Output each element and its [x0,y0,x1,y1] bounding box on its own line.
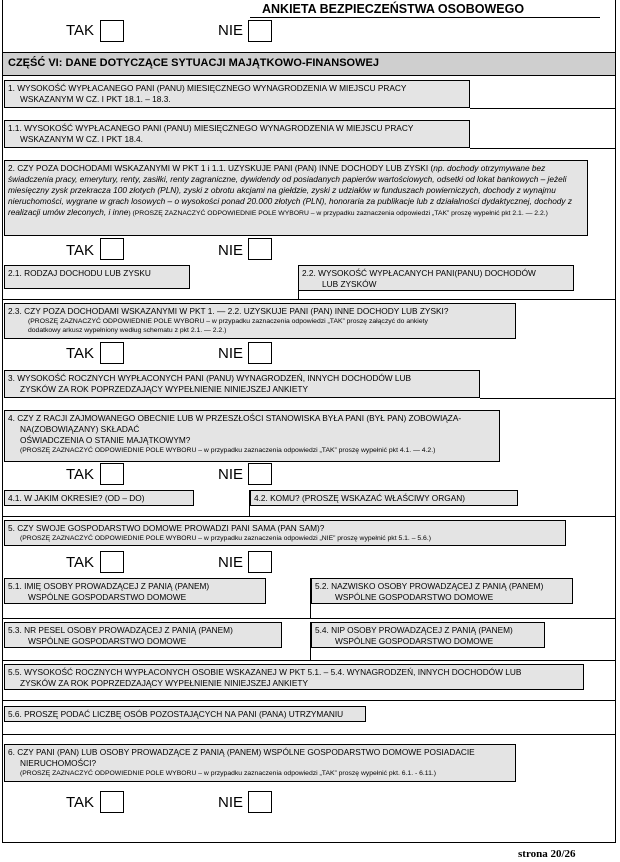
q23-no-label: NIE [218,345,244,362]
q6-yes-checkbox[interactable] [100,791,124,813]
answer-3-line [480,398,616,399]
question-5-6: 5.6. PROSZĘ PODAĆ LICZBĘ OSÓB POZOSTAJĄCYCH NA PANI (PANA) UTRZYMANIU [4,706,366,722]
row-line-4 [2,516,616,517]
question-2: 2. CZY POZA DOCHODAMI WSKAZANYMI W PKT 1 i 1.1. UZYSKUJE PANI (PAN) INNE DOCHODY LUB ZYSKI (np. dochody otrzymywane bez świadczenia pracy, emerytury, renty, zasiłki, renty zagraniczne, dywidendy od posiadanych papierów wartościowych, odsetki od lokat bankowych – jeżeli miesięczny zysk przekracza 100 złotych (PLN), zyski z obrotu akcjami na giełdzie, zyski z udziałów w funduszach powierniczych, dochody z wynajmu nieruchomości, wygrane w grach losowych – o wysokości ponad 20.000 złotych (PLN), honoraria za publikacje lub z działalności dydaktycznej, dochody z realizacji umów zleconych, i inne) (PROSZĘ ZAZNACZYĆ ODPOWIEDNIE POLE WYBORU – w przypadku zaznaczenia odpowiedzi „TAK” proszę wypełnić pkt 2.1. — 2.2.) [4,160,588,236]
row-line-5b [2,660,616,661]
q4-no-label: NIE [218,466,244,483]
q4-no-checkbox[interactable] [248,463,272,485]
q5-yes-label: TAK [66,554,95,571]
question-5-1: 5.1. IMIĘ OSOBY PROWADZĄCEJ Z PANIĄ (PANEM) WSPÓLNE GOSPODARSTWO DOMOWE [4,578,266,604]
top-yes-label: TAK [66,22,95,39]
top-yes-checkbox[interactable] [100,20,124,42]
q23-no-checkbox[interactable] [248,342,272,364]
question-4: 4. CZY Z RACJI ZAJMOWANEGO OBECNIE LUB W PRZESZŁOŚCI STANOWISKA BYŁA PANI (BYŁ PAN) ZOBOWIĄZA- NA(ZOBOWIĄZANY) SKŁADAĆ OŚWIADCZENIA O STANIE MAJĄTKOWYM? (PROSZĘ ZAZNACZYĆ ODPOWIEDNIE POLE WYBORU – w przypadku zaznaczenia odpowiedzi „TAK” proszę wypełnić pkt 4.1. — 4.2.) [4,410,500,462]
q6-yes-label: TAK [66,794,95,811]
q2-yes-label: TAK [66,242,95,259]
row-line-5a [2,618,616,619]
question-5-2: 5.2. NAZWISKO OSOBY PROWADZĄCEJ Z PANIĄ (PANEM) WSPÓLNE GOSPODARSTWO DOMOWE [311,578,573,604]
answer-1-1-line [470,148,616,149]
question-2-3: 2.3. CZY POZA DOCHODAMI WSKAZANYMI W PKT 1. — 2.2. UZYSKUJE PANI (PAN) INNE DOCHODY LUB ZYSKI? (PROSZĘ ZAZNACZYĆ ODPOWIEDNIE POLE WYBORU – w przypadku zaznaczenia odpowiedzi „TAK” proszę załączyć do ankiety dodatkowy arkusz wypełniony według schematu z pkt 2.1. — 2.2.) [4,303,516,339]
row-line-2 [2,299,616,300]
q5-no-checkbox[interactable] [248,551,272,573]
top-no-label: NIE [218,22,244,39]
question-5-5: 5.5. WYSOKOŚĆ ROCZNYCH WYPŁACONYCH OSOBIE WSKAZANEJ W PKT 5.1. – 5.4. WYNAGRODZEŃ, INNYCH DOCHODÓW LUB ZYSKÓW ZA ROK POPRZEDZAJĄCY WYPEŁNIENIE NINIEJSZEJ ANKIETY [4,664,584,690]
question-4-1: 4.1. W JAKIM OKRESIE? (OD – DO) [4,490,194,506]
frame-bottom [2,842,616,843]
question-1-1: 1.1. WYSOKOŚĆ WYPŁACANEGO PANI (PANU) MIESIĘCZNEGO WYNAGRODZENIA W MIEJSCU PRACY WSKAZANYM W CZ. I PKT 18.4. [4,120,470,148]
q6-no-label: NIE [218,794,244,811]
q23-yes-checkbox[interactable] [100,342,124,364]
q2-yes-checkbox[interactable] [100,238,124,260]
q5-no-label: NIE [218,554,244,571]
question-5-4: 5.4. NIP OSOBY PROWADZĄCEJ Z PANIĄ (PANEM) WSPÓLNE GOSPODARSTWO DOMOWE [311,622,545,648]
answer-1-line [470,108,616,109]
q2-no-label: NIE [218,242,244,259]
question-6: 6. CZY PANI (PAN) LUB OSOBY PROWADZĄCE Z PANIĄ (PANEM) WSPÓLNE GOSPODARSTWO DOMOWE POSIADACIE NIERUCHOMOŚCI? (PROSZĘ ZAZNACZYĆ ODPOWIEDNIE POLE WYBORU – w przypadku zaznaczenia odpowiedzi „TAK” proszę wypełnić pkt. 6.1. - 6.11.) [4,744,516,782]
question-5-3: 5.3. NR PESEL OSOBY PROWADZĄCEJ Z PANIĄ (PANEM) WSPÓLNE GOSPODARSTWO DOMOWE [4,622,282,648]
form-title: ANKIETA BEZPIECZEŃSTWA OSOBOWEGO [262,2,525,16]
question-2-1: 2.1. RODZAJ DOCHODU LUB ZYSKU [4,265,190,289]
row-line-5c [2,700,616,701]
page-number: strona 20/26 [518,848,576,860]
q2-no-checkbox[interactable] [248,238,272,260]
question-4-2: 4.2. KOMU? (PROSZĘ WSKAZAĆ WŁAŚCIWY ORGAN) [250,490,518,506]
question-1: 1. WYSOKOŚĆ WYPŁACANEGO PANI (PANU) MIESIĘCZNEGO WYNAGRODZENIA W MIEJSCU PRACY WSKAZANYM W CZ. I PKT 18.1. – 18.3. [4,80,470,108]
question-3: 3. WYSOKOŚĆ ROCZNYCH WYPŁACONYCH PANI (PANU) WYNAGRODZEŃ, INNYCH DOCHODÓW LUB ZYSKÓW ZA ROK POPRZEDZAJĄCY WYPEŁNIENIE NINIEJSZEJ ANKIETY [4,370,480,398]
q6-no-checkbox[interactable] [248,791,272,813]
section-header: CZĘŚĆ VI: DANE DOTYCZĄCE SYTUACJI MAJĄTKOWO-FINANSOWEJ [2,52,616,76]
q5-yes-checkbox[interactable] [100,551,124,573]
q23-yes-label: TAK [66,345,95,362]
question-5: 5. CZY SWOJE GOSPODARSTWO DOMOWE PROWADZI PANI SAMA (PAN SAM)? (PROSZĘ ZAZNACZYĆ ODPOWIEDNIE POLE WYBORU – w przypadku zaznaczenia odpowiedzi „NIE” proszę wypełnić pkt 5.1. – 5.6.) [4,520,566,546]
row-line-5d [2,734,616,735]
q4-yes-checkbox[interactable] [100,463,124,485]
top-no-checkbox[interactable] [248,20,272,42]
question-2-2: 2.2. WYSOKOŚĆ WYPŁACANYCH PANI(PANU) DOCHODÓW LUB ZYSKÓW [298,265,574,291]
q4-yes-label: TAK [66,466,95,483]
